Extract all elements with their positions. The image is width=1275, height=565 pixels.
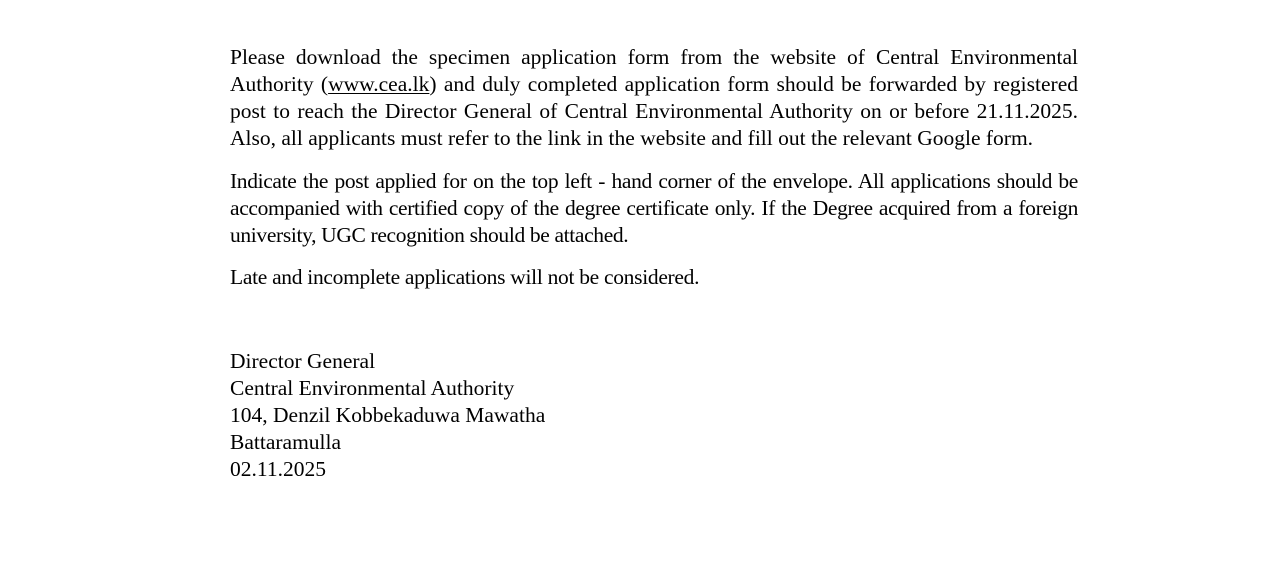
instructions-paragraph [230, 44, 1078, 152]
instructions-text-end: ) and duly completed application form should be forwarded by registered post to reach the Director General of Central Environmental Authority on or before 21.11.2025. Also, all applicants must refer to the link in the website and fill out the relevant Google form. [230, 72, 1078, 150]
issue-date: 02.11.2025 [230, 457, 326, 481]
cea-website-link[interactable]: www.cea.lk [328, 72, 430, 96]
organization-name: Central Environmental Authority [230, 376, 515, 400]
city: Battaramulla [230, 430, 342, 454]
signatory-title: Director General [230, 349, 376, 373]
document-page [230, 44, 1078, 483]
envelope-instructions-paragraph: Indicate the post applied for on the top left - hand corner of the envelope. All applications should be accompanied with certified copy of the degree certificate only. If the Degree acquired from a foreign university, UGC recognition should be attached. [230, 169, 1078, 247]
instructions-text-start: Please download the specimen application form from the website of Central Environmental Authority ( [230, 45, 1078, 96]
signature-block [230, 348, 1078, 483]
address-line: 104, Denzil Kobbekaduwa Mawatha [230, 403, 546, 427]
late-applications-notice: Late and incomplete applications will not be considered. [230, 265, 700, 289]
